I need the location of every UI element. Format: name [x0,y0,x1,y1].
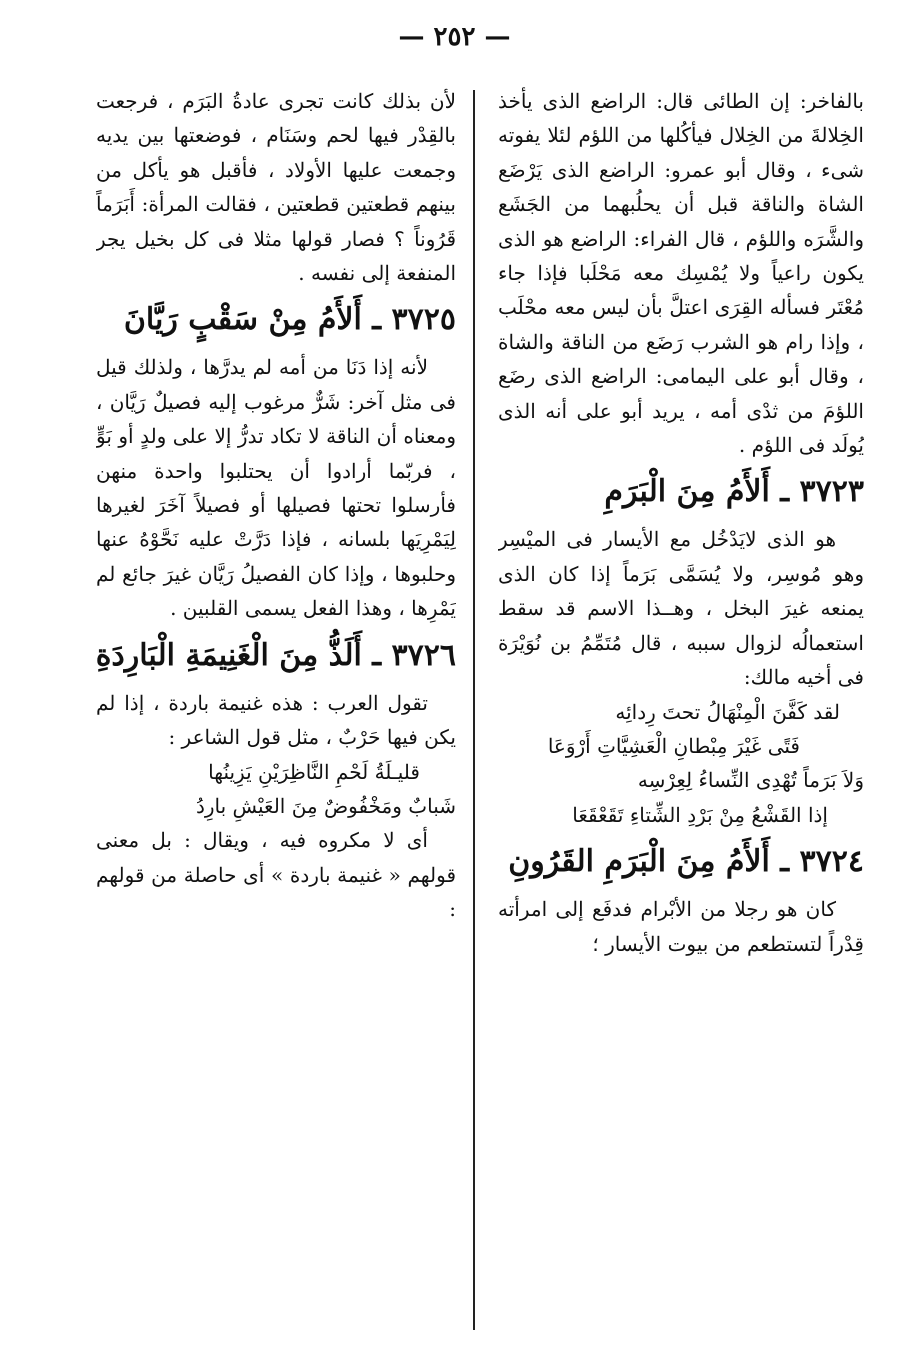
paragraph: لأنه إذا دَنَا من أمه لم يدرَّها ، ولذلك قيل فى مثل آخر: شَرٌّ مرغوب إليه فصيلٌ رَيَّان ، ومعناه أن الناقة لا تكاد تدرُّ إلا على ولدٍ أو بَوٍّ ، فربّما أرادوا أن يحتلبوا واحدة منهن فأرسلوا تحتها فصيلها أو فصيلاً آخَرَ لغيرها لِيَمْرِيَها بلسانه ، فإذا دَرَّتْ عليه نَحَّوْهُ عنها وحلبوها ، وإذا كان الفصيلُ رَيَّان غيرَ جائع لم يَمْرِها ، وهذا الفعل يسمى القلبين . [96,355,456,621]
proverb-heading: ٣٧٢٥ ـ أَلأَمُ مِنْ سَقْبٍ رَيَّانَ [123,302,456,338]
paragraph: كان هو رجلا من الأبْرام فدفَع إلى امرأته قِدْراً لتستطعم من بيوت الأيسار ؛ [498,897,864,956]
proverb-heading: ٣٧٢٤ ـ أَلأَمُ مِنَ الْبَرَمِ القَرُونِ [508,844,864,880]
paragraph: بالفاخر: إن الطائى قال: الراضع الذى يأخذ الخِلالةَ من الخِلال فيأكُلها من اللؤم لئلا يفوته شىء ، وقال أبو عمرو: الراضع الذى يَرْضَع الشاة والناقة قبل أن يحلُبهما من الجَشَع والشَّرَه واللؤم ، قال الفراء: الراضع هو الذى يكون راعياً ولا يُمْسِك معه مَحْلَبا فإذا جاء مُعْتَر فسأله القِرَى اعتلَّ بأن ليس معه محْلَب ، وإذا رام هو الشرب رَضَع من الناقة والشاة ، وقال أبو على اليمامى: الراضع الذى رضَع اللؤمَ من ثدْى أمه ، يريد أبو على أنه الذى يُولَد فى اللؤم . [498,89,864,458]
paragraph: أى لا مكروه فيه ، ويقال : بل معنى قولهم « غنيمة باردة » أى حاصلة من قولهم : [96,828,456,922]
paragraph: لأن بذلك كانت تجرى عادةُ البَرَم ، فرجعت بالقِدْر فيها لحم وسَنَام ، فوضعتها بين يديه وجمعت عليها الأولاد ، فأقبل هو يأكل من بينهم قطعتين قطعتين ، فقالت المرأة: أَبَرَماً قَرُوناً ؟ فصار قولها مثلا فى كل بخيل يجر المنفعة إلى نفسه . [96,89,456,286]
paragraph: هو الذى لايَدْخُل مع الأيسار فى الميْسِر وهو مُوسِر، ولا يُسَمَّى بَرَماً إذا كان الذى يمنعه غيرَ البخل ، وهــذا الاسم قد سقط استعمالُه لزوال سببه ، قال مُتَمِّمُ بن نُوَيْرَة فى أخيه مالك: [498,527,864,690]
right-column [498,84,864,961]
verse-line: إذا القَشْعُ مِنْ بَرْدِ الشِّتاءِ تَقَعْقَعَا [572,802,828,827]
proverb-heading: ٣٧٢٦ ـ أَلَذُّ مِنَ الْغَنِيمَةِ الْبَارِدَةِ [96,637,456,673]
paragraph: تقول العرب : هذه غنيمة باردة ، إذا لم يكن فيها حَرْبٌ ، مثل قول الشاعر : [96,690,456,750]
verse-line: لقد كَفَّنَ الْمِنْهَالُ تحتَ رِدائِه [615,699,840,724]
left-column [96,84,456,927]
verse-line: فَتًى غَيْرَ مِبْطانِ الْعَشِيَّاتِ أَرْوَعَا [547,733,800,758]
proverb-heading: ٣٧٢٣ ـ أَلأَمُ مِنَ الْبَرَمِ [604,474,864,510]
verse-line: وَلاَ بَرَماً تُهْدِى النِّساءُ لِعِرْسِه [637,768,864,793]
verse-line: قليـلَةُ لَحْمِ النَّاظِرَيْنِ يَزِينُها [208,759,420,784]
page-number: — ٢٥٢ — [398,22,511,52]
column-divider [473,90,475,1330]
verse-line: شَبابٌ ومَخْفُوضٌ مِنَ العَيْشِ بارِدُ [195,793,456,818]
